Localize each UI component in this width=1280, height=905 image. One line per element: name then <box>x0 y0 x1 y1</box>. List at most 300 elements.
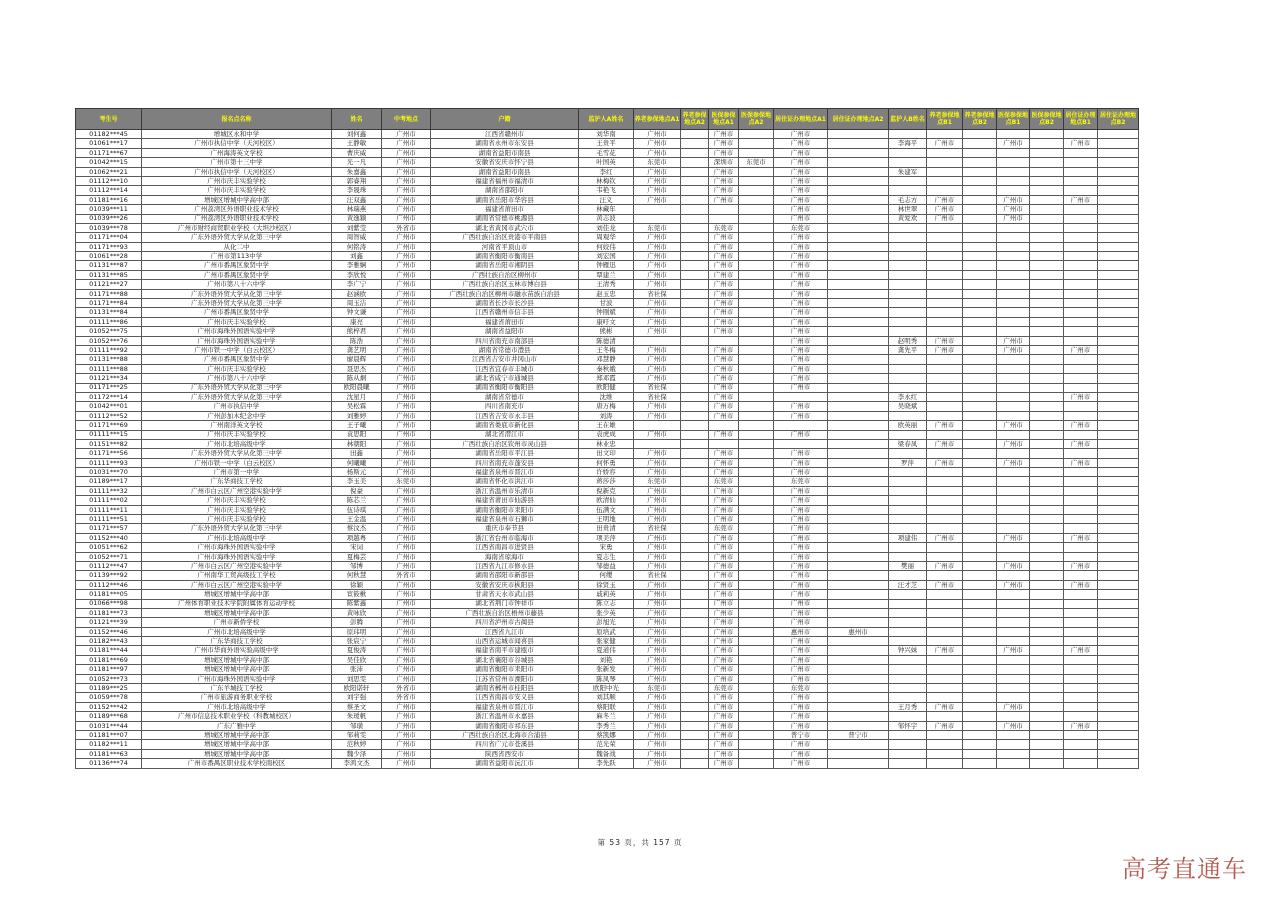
table-cell: 广州市番禺区象贤中学 <box>142 308 332 317</box>
table-cell: 黄爱欢 <box>889 214 927 223</box>
table-cell <box>997 731 1030 740</box>
table-cell: 徐颖 <box>332 580 382 589</box>
table-cell <box>1064 627 1098 636</box>
table-cell: 广州市 <box>709 505 739 514</box>
table-row <box>76 524 1139 533</box>
table-cell <box>739 299 774 308</box>
table-cell <box>1030 477 1064 486</box>
table-cell <box>997 486 1030 495</box>
table-row <box>76 693 1139 702</box>
table-cell: 广州市 <box>709 289 739 298</box>
table-cell: 湖南省衡阳市衡南县 <box>431 252 579 261</box>
table-cell: 广州市 <box>997 580 1030 589</box>
table-cell <box>1064 242 1098 251</box>
table-cell <box>927 430 963 439</box>
table-cell: 广州市 <box>1064 392 1098 401</box>
table-cell: 广州市 <box>382 148 431 157</box>
table-cell <box>828 336 889 345</box>
table-cell <box>889 515 927 524</box>
table-cell: 广州市 <box>382 270 431 279</box>
table-cell <box>889 637 927 646</box>
table-row <box>76 655 1139 664</box>
table-cell: 四川省南充市南部县 <box>431 336 579 345</box>
table-cell <box>927 270 963 279</box>
table-cell <box>1064 158 1098 167</box>
table-cell <box>1098 684 1139 693</box>
table-cell <box>681 374 709 383</box>
table-cell <box>997 655 1030 664</box>
table-cell: 广州市 <box>774 618 828 627</box>
column-header: 监护人B姓名 <box>889 109 927 130</box>
table-cell: 01121***39 <box>76 618 142 627</box>
table-cell: 广州市 <box>927 646 963 655</box>
table-cell <box>1098 561 1139 570</box>
table-cell: 广州市 <box>997 421 1030 430</box>
table-cell: 陈凤琴 <box>579 674 634 683</box>
table-cell <box>1030 345 1064 354</box>
table-cell <box>1098 515 1139 524</box>
table-cell: 陈从炯 <box>332 374 382 383</box>
table-cell: 刘思雯 <box>332 674 382 683</box>
table-cell <box>927 524 963 533</box>
table-cell: 增城区增城中学高中部 <box>142 731 332 740</box>
table-cell: 广州市 <box>382 430 431 439</box>
table-row <box>76 364 1139 373</box>
table-cell: 叶国英 <box>579 158 634 167</box>
table-cell <box>681 608 709 617</box>
table-cell <box>997 693 1030 702</box>
table-cell <box>1098 214 1139 223</box>
table-cell: 广州市北培高级中学 <box>142 627 332 636</box>
table-cell: 广州市 <box>997 439 1030 448</box>
table-cell <box>997 383 1030 392</box>
table-cell <box>739 477 774 486</box>
table-cell: 广州市 <box>774 486 828 495</box>
table-cell <box>997 158 1030 167</box>
table-cell <box>634 205 681 214</box>
table-cell: 江西省赣州市 <box>431 130 579 139</box>
table-cell <box>889 608 927 617</box>
table-cell <box>739 543 774 552</box>
table-cell <box>927 148 963 157</box>
table-cell: 湖南省郴州市桂阳县 <box>431 684 579 693</box>
table-cell <box>681 674 709 683</box>
table-cell: 邹莉雯 <box>332 731 382 740</box>
table-cell: 邹博 <box>332 561 382 570</box>
table-cell <box>963 533 997 542</box>
table-cell: 01112***52 <box>76 411 142 420</box>
table-row <box>76 627 1139 636</box>
table-cell: 广州市 <box>709 543 739 552</box>
table-cell <box>997 543 1030 552</box>
column-header: 户籍 <box>431 109 579 130</box>
table-cell <box>927 599 963 608</box>
table-cell: 广州市 <box>1064 195 1098 204</box>
table-cell <box>828 242 889 251</box>
table-cell <box>927 468 963 477</box>
table-cell: 广州市 <box>997 533 1030 542</box>
table-cell: 广州市 <box>382 505 431 514</box>
table-cell <box>1030 552 1064 561</box>
table-cell: 01172***14 <box>76 392 142 401</box>
table-cell: 张新发 <box>579 665 634 674</box>
table-cell: 李晟珠 <box>332 186 382 195</box>
table-cell <box>927 233 963 242</box>
table-row <box>76 421 1139 430</box>
table-cell: 广州市 <box>634 740 681 749</box>
table-cell: 朱瑷帆 <box>332 712 382 721</box>
table-cell: 赵明秀 <box>889 336 927 345</box>
table-cell: 广州市 <box>634 308 681 317</box>
table-cell <box>963 580 997 589</box>
column-header: 养老参保地点A1 <box>634 109 681 130</box>
table-cell <box>1064 693 1098 702</box>
table-cell <box>1030 505 1064 514</box>
table-cell: 广州市 <box>774 364 828 373</box>
table-cell: 蔡阳联 <box>579 702 634 711</box>
table-cell <box>963 590 997 599</box>
table-cell: 刘艳 <box>579 655 634 664</box>
table-cell <box>709 214 739 223</box>
table-cell: 樊丽 <box>889 561 927 570</box>
table-cell <box>997 261 1030 270</box>
table-cell <box>963 458 997 467</box>
table-row <box>76 158 1139 167</box>
table-cell: 广州市北培高级中学 <box>142 702 332 711</box>
table-cell <box>997 299 1030 308</box>
table-cell <box>1030 176 1064 185</box>
table-cell: 江西省吉安市永丰县 <box>431 411 579 420</box>
table-cell: 吴佳欣 <box>332 655 382 664</box>
table-cell <box>963 646 997 655</box>
table-cell: 湖北省襄阳市谷城县 <box>431 655 579 664</box>
table-cell: 广州市 <box>382 167 431 176</box>
table-cell: 增城区永和中学 <box>142 130 332 139</box>
table-row <box>76 176 1139 185</box>
table-cell <box>828 637 889 646</box>
table-cell <box>681 411 709 420</box>
table-cell: 广州市 <box>382 214 431 223</box>
table-cell: 浙江省温州市乐清市 <box>431 486 579 495</box>
table-row <box>76 130 1139 139</box>
table-cell: 广州市 <box>634 242 681 251</box>
table-cell: 广州市 <box>709 195 739 204</box>
table-cell: 广州市 <box>709 364 739 373</box>
table-cell: 广州市 <box>709 515 739 524</box>
table-cell: 东莞市 <box>634 158 681 167</box>
table-cell: 广州市 <box>382 749 431 758</box>
table-row <box>76 608 1139 617</box>
table-cell: 广州市铁一中学（白云校区） <box>142 458 332 467</box>
table-cell: 湖南省永州市东安县 <box>431 139 579 148</box>
table-cell: 罗萍 <box>889 458 927 467</box>
table-cell: 东莞市 <box>739 158 774 167</box>
table-row <box>76 186 1139 195</box>
table-cell <box>927 665 963 674</box>
table-cell <box>963 252 997 261</box>
table-cell: 广州海涛英文学校 <box>142 148 332 157</box>
table-cell: 广州市庆丰实验学校 <box>142 496 332 505</box>
table-cell: 蔡凯娜 <box>579 731 634 740</box>
table-cell <box>927 364 963 373</box>
table-cell <box>1030 167 1064 176</box>
table-cell: 广州市 <box>634 402 681 411</box>
table-row <box>76 590 1139 599</box>
table-cell: 广州市海珠外国语实验中学 <box>142 543 332 552</box>
table-cell <box>963 421 997 430</box>
table-cell: 李秀兰 <box>579 721 634 730</box>
table-cell <box>681 721 709 730</box>
table-cell: 01039***26 <box>76 214 142 223</box>
table-cell: 湖南省岳阳市湘阴县 <box>431 261 579 270</box>
table-cell <box>963 561 997 570</box>
table-cell: 福建省莆田市仙游县 <box>431 496 579 505</box>
table-cell: 刘紫莹 <box>332 223 382 232</box>
table-cell: 广州市 <box>774 468 828 477</box>
table-cell <box>927 731 963 740</box>
table-row <box>76 731 1139 740</box>
table-cell: 欧阳诺轩 <box>332 684 382 693</box>
table-cell <box>828 486 889 495</box>
table-cell: 广州市庆丰实验学校 <box>142 364 332 373</box>
table-cell <box>739 345 774 354</box>
table-cell: 湖南省衡阳市衡阳县 <box>431 383 579 392</box>
table-cell: 广州市 <box>382 655 431 664</box>
table-cell <box>1030 533 1064 542</box>
table-cell <box>997 355 1030 364</box>
table-cell <box>1064 486 1098 495</box>
table-cell: 广西壮族自治区贵港市平南县 <box>431 233 579 242</box>
table-cell: 重庆市奉节县 <box>431 524 579 533</box>
table-cell <box>1030 712 1064 721</box>
table-cell: 广州市第八十六中学 <box>142 280 332 289</box>
table-cell <box>927 392 963 401</box>
table-cell <box>739 233 774 242</box>
table-cell <box>927 496 963 505</box>
table-cell: 广州市 <box>997 336 1030 345</box>
table-cell: 广州市 <box>1064 439 1098 448</box>
table-cell: 东莞市 <box>774 684 828 693</box>
table-cell <box>927 402 963 411</box>
table-cell <box>889 543 927 552</box>
table-cell: 王静敏 <box>332 139 382 148</box>
table-cell <box>828 505 889 514</box>
table-cell: 外省市 <box>382 571 431 580</box>
table-cell: 01111***93 <box>76 458 142 467</box>
table-cell <box>709 205 739 214</box>
table-cell <box>739 186 774 195</box>
table-cell <box>1098 176 1139 185</box>
table-cell: 广州市庆丰实验学校 <box>142 186 332 195</box>
table-cell: 夏道伟 <box>579 646 634 655</box>
table-cell <box>997 571 1030 580</box>
table-row <box>76 543 1139 552</box>
table-cell: 广州市 <box>709 167 739 176</box>
table-cell <box>828 148 889 157</box>
table-cell: 广州市 <box>774 543 828 552</box>
table-cell: 增城区增城中学高中部 <box>142 665 332 674</box>
table-cell: 江西省吉安市井冈山市 <box>431 355 579 364</box>
watermark-text: 高考直通车 <box>1122 855 1247 883</box>
table-cell <box>681 618 709 627</box>
table-cell <box>1098 468 1139 477</box>
table-cell <box>681 308 709 317</box>
table-cell <box>828 674 889 683</box>
table-cell <box>739 515 774 524</box>
table-cell: 东莞市 <box>774 223 828 232</box>
table-cell: 广州市 <box>634 646 681 655</box>
table-cell: 广州市 <box>997 561 1030 570</box>
table-cell <box>1064 749 1098 758</box>
table-cell: 湖南省邵阳市新邵县 <box>431 571 579 580</box>
table-cell: 广州市 <box>709 533 739 542</box>
table-cell: 广州市 <box>382 261 431 270</box>
candidates-table <box>75 108 1139 769</box>
table-cell: 广州市 <box>709 646 739 655</box>
table-cell: 广州市 <box>634 515 681 524</box>
table-cell: 广州市 <box>774 655 828 664</box>
table-cell: 广州市 <box>382 205 431 214</box>
table-cell: 邹德益 <box>579 561 634 570</box>
column-header: 报名点名称 <box>142 109 332 130</box>
table-cell <box>1030 299 1064 308</box>
table-cell: 广州市 <box>774 158 828 167</box>
table-cell: 广州南华工贸高级技工学校 <box>142 571 332 580</box>
table-cell: 01112***10 <box>76 176 142 185</box>
table-cell: 安徽省安庆市怀宁县 <box>431 158 579 167</box>
table-cell: 广州市 <box>774 702 828 711</box>
table-cell <box>828 270 889 279</box>
table-cell: 广州市 <box>382 702 431 711</box>
table-cell <box>963 336 997 345</box>
table-cell: 广东广雅中学 <box>142 721 332 730</box>
table-cell <box>1064 186 1098 195</box>
table-cell: 01131***84 <box>76 308 142 317</box>
table-cell <box>1030 637 1064 646</box>
table-cell <box>828 205 889 214</box>
table-cell <box>1030 693 1064 702</box>
table-row <box>76 270 1139 279</box>
table-cell: 邓慧静 <box>579 355 634 364</box>
table-cell <box>889 355 927 364</box>
table-cell: 沈星月 <box>332 392 382 401</box>
table-cell: 广州市白云区广州空港实验中学 <box>142 580 332 589</box>
table-cell <box>1064 655 1098 664</box>
table-row <box>76 618 1139 627</box>
table-cell <box>1098 355 1139 364</box>
table-cell: 广州市 <box>382 486 431 495</box>
table-cell <box>681 571 709 580</box>
table-cell <box>889 449 927 458</box>
table-cell: 广州市 <box>634 533 681 542</box>
table-cell: 广州市 <box>709 552 739 561</box>
table-cell: 广州市 <box>382 580 431 589</box>
table-cell: 增城区增城中学高中部 <box>142 749 332 758</box>
table-cell: 01182***43 <box>76 637 142 646</box>
table-cell <box>1098 702 1139 711</box>
table-cell: 广东华商技工学校 <box>142 477 332 486</box>
table-cell <box>963 148 997 157</box>
table-cell <box>997 468 1030 477</box>
table-cell <box>1064 148 1098 157</box>
table-row <box>76 458 1139 467</box>
table-cell: 广州市 <box>634 561 681 570</box>
table-cell: 广州市 <box>634 468 681 477</box>
table-cell <box>889 317 927 326</box>
table-cell: 广州市 <box>774 345 828 354</box>
table-cell <box>1098 608 1139 617</box>
table-cell <box>963 749 997 758</box>
table-cell: 陈立志 <box>579 599 634 608</box>
table-cell: 陈德清 <box>579 336 634 345</box>
table-cell: 福建省泉州市晋江市 <box>431 702 579 711</box>
table-cell: 广州市 <box>382 533 431 542</box>
table-row <box>76 167 1139 176</box>
table-cell <box>1030 721 1064 730</box>
table-cell <box>681 233 709 242</box>
table-cell: 广东华商技工学校 <box>142 637 332 646</box>
table-cell: 广州市 <box>382 665 431 674</box>
table-cell <box>1030 618 1064 627</box>
table-cell <box>1030 655 1064 664</box>
table-cell <box>828 158 889 167</box>
table-cell: 广州市 <box>634 355 681 364</box>
table-cell <box>828 364 889 373</box>
table-cell <box>1098 618 1139 627</box>
table-cell: 周玉洁 <box>332 299 382 308</box>
table-cell <box>997 749 1030 758</box>
table-cell: 湖南省长沙市长沙县 <box>431 299 579 308</box>
table-cell <box>1030 627 1064 636</box>
table-cell: 广州市 <box>709 693 739 702</box>
table-cell <box>927 590 963 599</box>
table-cell <box>927 627 963 636</box>
table-cell <box>681 176 709 185</box>
table-cell: 广州市 <box>382 421 431 430</box>
table-cell <box>889 552 927 561</box>
table-cell: 01131***85 <box>76 270 142 279</box>
table-cell: 广州市 <box>997 458 1030 467</box>
table-cell <box>927 130 963 139</box>
table-cell <box>1030 270 1064 279</box>
table-cell: 范光荣 <box>579 740 634 749</box>
table-cell <box>828 167 889 176</box>
table-cell: 广州市 <box>1064 458 1098 467</box>
table-cell: 广州市海珠外国语实验中学 <box>142 674 332 683</box>
table-cell: 广西壮族自治区玉林市博白县 <box>431 280 579 289</box>
table-cell <box>681 364 709 373</box>
table-cell: 广州市 <box>774 721 828 730</box>
table-cell <box>927 411 963 420</box>
table-cell <box>1064 336 1098 345</box>
table-cell <box>997 552 1030 561</box>
table-cell <box>1030 383 1064 392</box>
table-cell: 汪义 <box>579 195 634 204</box>
table-cell <box>997 289 1030 298</box>
table-cell: 李雅娴 <box>332 261 382 270</box>
table-cell: 戚莉英 <box>579 590 634 599</box>
table-cell <box>963 186 997 195</box>
table-cell: 广州市白云区广州空港实验中学 <box>142 486 332 495</box>
table-cell: 广州市 <box>774 317 828 326</box>
table-cell: 广州市 <box>709 374 739 383</box>
table-cell <box>1098 665 1139 674</box>
table-cell: 彭旭光 <box>579 618 634 627</box>
table-row <box>76 327 1139 336</box>
table-cell <box>681 599 709 608</box>
table-cell <box>1030 327 1064 336</box>
table-cell: 四川省南充市蓬安县 <box>431 458 579 467</box>
